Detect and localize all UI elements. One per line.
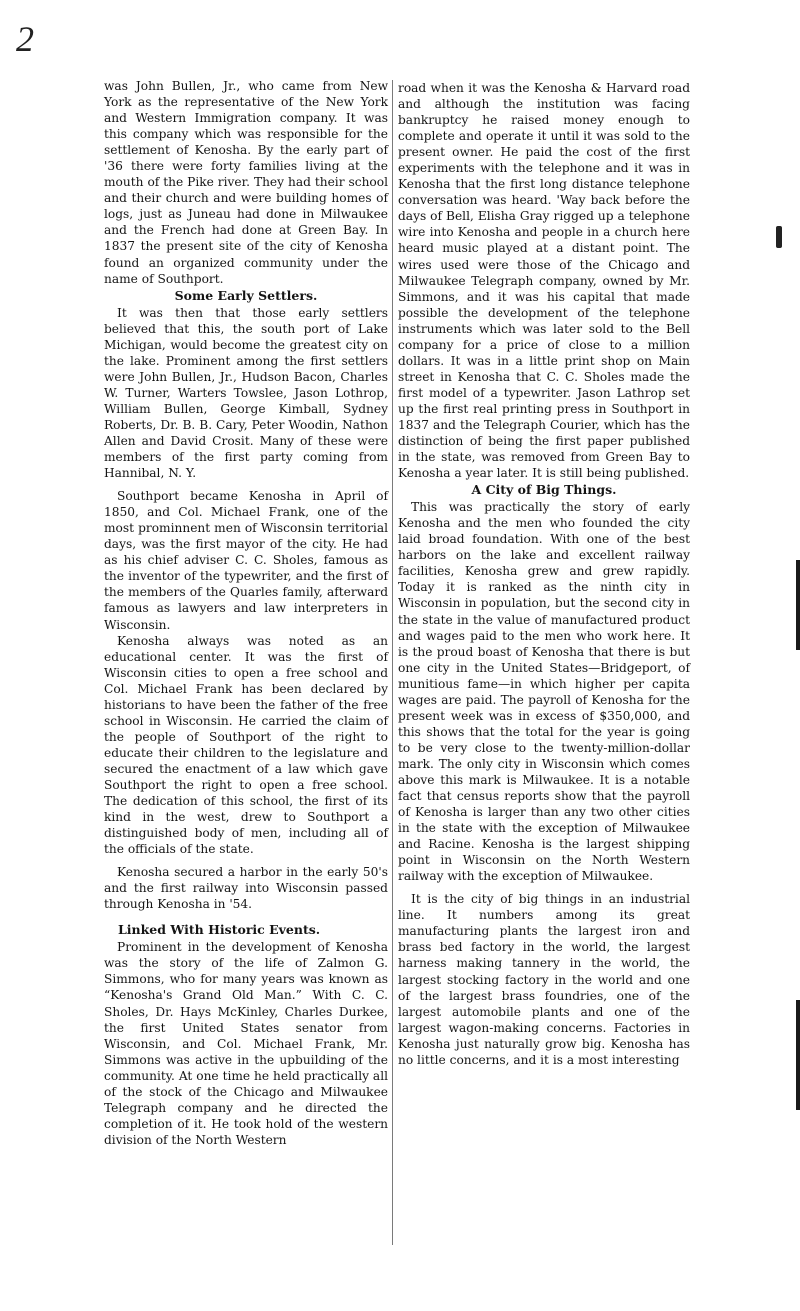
paragraph: It was then that those early settlers believed that this, the south port of Lake Michigan, would become the greatest city on the lake. Prominent among the first settlers were John Bullen, Jr., Hudson Bacon, Charles W. Turner, Warters Towslee, Jason Lothrop, William Bullen, George Kimball, Sydney Roberts, Dr. B. B. Cary, Peter Woodin, Nathon Allen and David Crosit. Many of these were members of the first party coming from Hannibal, N. Y.: [104, 305, 388, 481]
paragraph: Prominent in the development of Kenosha was the story of the life of Zalmon G. Simmons, who for many years was known as “Kenosha's Grand Old Man.” With C. C. Sholes, Dr. Hays McKinley, Charles Durkee, the first United States senator from Wisconsin, and Col. Michael Frank, Mr. Simmons was active in the upbuilding of the community. At one time he held practically all of the stock of the Chicago and Milwaukee Telegraph company and he directed the completion of it. He took hold of the western division of the North Western: [104, 940, 388, 1147]
scan-speck: [776, 226, 782, 248]
paragraph: Kenosha always was noted as an educational center. It was the first of Wisconsin cities to open a free school and Col. Michael Frank has been declared by historians to have been the father of the free school in Wisconsin. He carried the claim of the people of Southport of the right to educate their children to the legislature and secured the enactment of a law which gave Southport the right to open a free school. The dedication of this school, the first of its kind in the west, drew to Southport a distinguished body of men, including all of the officials of the state.: [104, 633, 388, 857]
scan-edge-mark: [796, 1000, 800, 1110]
paragraph: was John Bullen, Jr., who came from New York as the representative of the New York and Western Immigration company. It was this company which was responsible for the settlement of Kenosha. By the early part of '36 there were forty families living at the mouth of the Pike river. They had their school and their church and were building homes of logs, just as Juneau had done in Milwaukee and the French had done at Green Bay. In 1837 the present site of the city of Kenosha found an organized community under the name of Southport.: [104, 79, 388, 286]
article-column-right: [398, 80, 690, 1068]
scan-edge-mark: [796, 560, 800, 650]
paragraph: It is the city of big things in an industrial line. It numbers among its great manufacturing plants the largest iron and brass bed factory in the world, the largest harness making tannery in the world, the largest stocking factory in the world and one of the largest brass foundries, one of the largest automobile plants and one of the largest wagon-making concerns. Factories in Kenosha just naturally grow big. Kenosha has no little concerns, and it is a most interesting: [398, 892, 690, 1067]
page-number: 2: [16, 19, 34, 59]
subheading-early-settlers: Some Early Settlers.: [174, 287, 318, 303]
column-divider: [392, 80, 393, 1245]
paragraph: road when it was the Kenosha & Harvard road and although the institution was facing bankruptcy he raised money enough to complete and operate it until it was sold to the present owner. He paid the cost of the first experiments with the telephone and it was in Kenosha that the first long distance telephone conversation was heard. 'Way back before the days of Bell, Elisha Gray rigged up a telephone wire into Kenosha and people in a church here heard music played at a distant point. The wires used were those of the Chicago and Milwaukee Telegraph company, owned by Mr. Simmons, and it was his capital that made possible the development of the telephone instruments which was later sold to the Bell company for a price of close to a million dollars. It was in a little print shop on Main street in Kenosha that C. C. Sholes made the first model of a typewriter. Jason Lathrop set up the first real printing press in Southport in 1837 and the Telegraph Courier, which has the distinction of being the first paper published in the state, was removed from Green Bay to Kenosha a year later. It is still being published.: [398, 81, 690, 481]
paragraph: Kenosha secured a harbor in the early 50's and the first railway into Wisconsin passed through Kenosha in '54.: [104, 865, 388, 912]
paragraph: Southport became Kenosha in April of 1850, and Col. Michael Frank, one of the most prominnent men of Wisconsin territorial days, was the first mayor of the city. He had as his chief adviser C. C. Sholes, famous as the inventor of the typewriter, and the first of the members of the Quarles family, afterward famous as lawyers and law interpreters in Wisconsin.: [104, 489, 388, 632]
subheading-historic-events: Linked With Historic Events.: [118, 922, 321, 938]
article-column-left: [104, 78, 388, 1148]
subheading-big-things: A City of Big Things.: [471, 482, 617, 498]
paragraph: This was practically the story of early Kenosha and the men who founded the city laid broad foundation. With one of the best harbors on the lake and excellent railway facilities, Kenosha grew and grew rapidly. Today it is ranked as the ninth city in Wisconsin in population, but the second city in the state in the value of manufactured product and wages paid to the men who work here. It is the proud boast of Kenosha that there is but one city in the United States—Bridgeport, of munitious fame—in which higher per capita wages are paid. The payroll of Kenosha for the present week was in excess of $350,000, and this shows that the total for the year is going to be very close to the twenty-million-dollar mark. The only city in Wisconsin which comes above this mark is Milwaukee. It is a notable fact that census reports show that the payroll of Kenosha is larger than any two other cities in the state with the exception of Milwaukee and Racine. Kenosha is the largest shipping point in Wisconsin on the North Western railway with the exception of Milwaukee.: [398, 500, 690, 884]
